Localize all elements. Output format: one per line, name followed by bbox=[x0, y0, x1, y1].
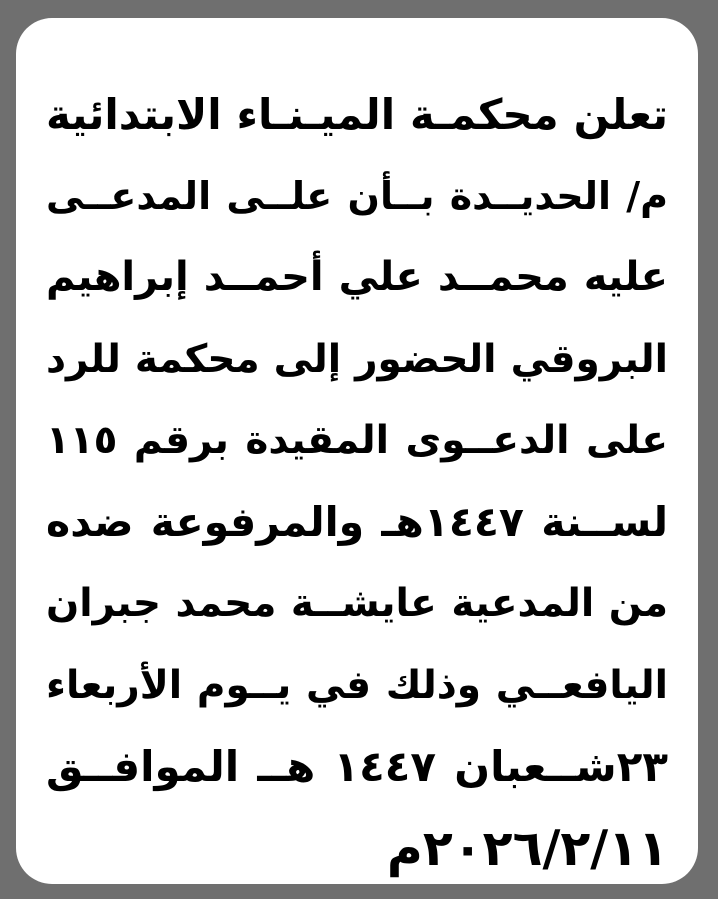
notice-line-4: البروقي الحضور إلى محكمة للرد bbox=[46, 336, 668, 382]
notice-body bbox=[46, 74, 668, 889]
notice-line-9: ٢٣شــعبان ١٤٤٧ هــ الموافــق bbox=[46, 742, 669, 791]
notice-line-5: على الدعــوى المقيدة برقم ١١٥ bbox=[46, 418, 668, 463]
notice-line-6: لســنة ١٤٤٧هـ والمرفوعة ضده bbox=[46, 497, 668, 546]
notice-line-10: ٢٠٢٦/٢/١١م bbox=[386, 819, 668, 877]
notice-line-7: من المدعية عايشــة محمد جبران bbox=[46, 581, 668, 626]
notice-card bbox=[16, 18, 698, 884]
notice-line-3: عليه محمــد علي أحمــد إبراهيم bbox=[46, 254, 668, 300]
notice-line-8: اليافعــي وذلك في يــوم الأربعاء bbox=[46, 662, 668, 708]
notice-line-1: تعلن محكمـة الميـنـاء الابتدائية bbox=[46, 90, 668, 139]
notice-line-2: م/ الحديــدة بــأن علــى المدعــى bbox=[46, 173, 668, 218]
